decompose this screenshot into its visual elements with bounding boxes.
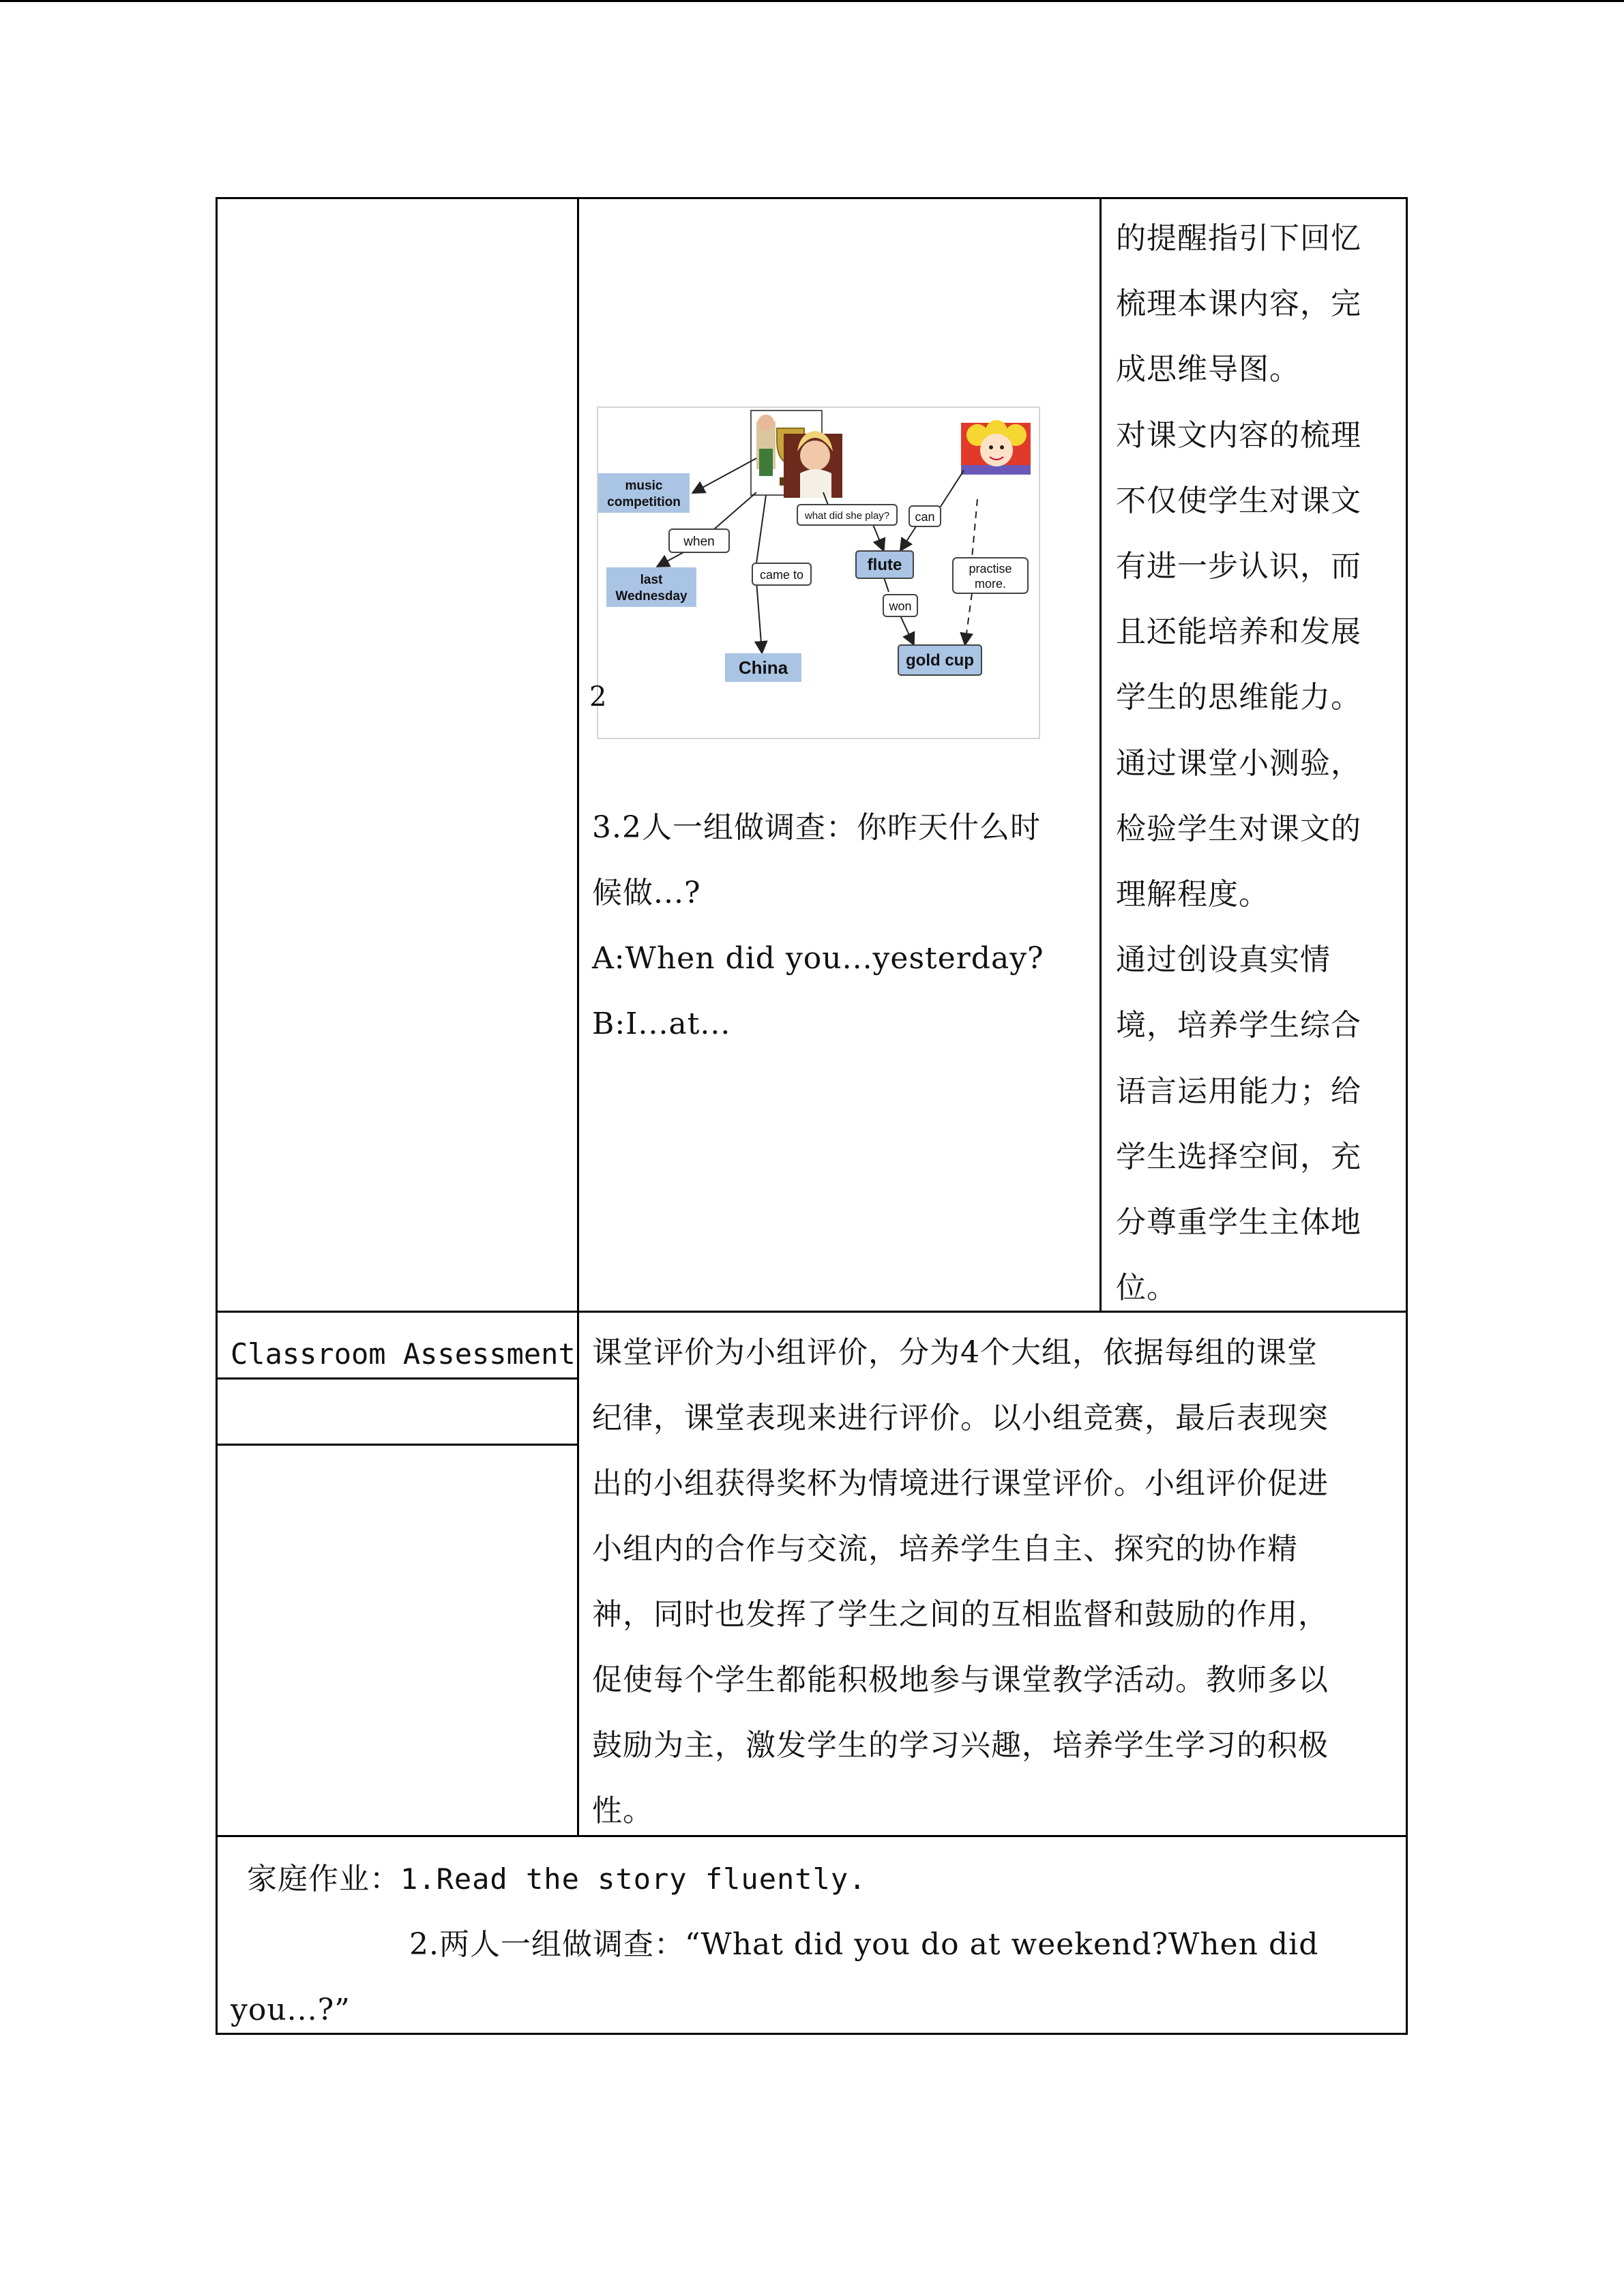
node-gold-cup [898, 645, 981, 675]
classroom-assessment-label: Classroom Assessment [231, 1337, 576, 1371]
dialogue-line-b: B:I...at... [592, 1007, 731, 1041]
assessment-line: 促使每个学生都能积极地参与课堂教学活动。教师多以 [592, 1663, 1329, 1697]
design-intent-line: 不仅使学生对课文 [1116, 483, 1361, 518]
design-intent-line: 且还能培养和发展 [1116, 614, 1361, 650]
edge-label-what-did-she-play-text: what did she play? [804, 510, 890, 522]
design-intent-line: 语言运用能力；给 [1116, 1073, 1361, 1109]
edge-label-won [883, 595, 917, 616]
edge-label-came-to-text: came to [759, 568, 804, 582]
assessment-line: 出的小组获得奖杯为情境进行课堂评价。小组评价促进 [592, 1466, 1329, 1501]
edge-label-practise-more [953, 558, 1028, 593]
design-intent-line: 梳理本课内容，完 [1116, 286, 1361, 322]
node-flute-label: flute [867, 556, 902, 574]
edge-label-can [909, 506, 941, 526]
assessment-line: 鼓励为主，激发学生的学习兴趣，培养学生学习的积极 [592, 1728, 1329, 1763]
edge-label-came-to [752, 563, 811, 585]
girl-cartoon-picture [961, 420, 1031, 475]
svg-text:last: last [640, 573, 663, 587]
assessment-line: 性。 [592, 1793, 653, 1828]
node-flute [856, 551, 913, 578]
design-intent-line: 有进一步认识，而 [1116, 549, 1361, 584]
homework-line-1 [247, 1847, 866, 1912]
table-top-border [216, 197, 1408, 199]
node-last-wednesday [606, 567, 696, 607]
design-intent-line: 通过创设真实情 [1116, 942, 1331, 978]
design-intent-line: 成思维导图。 [1116, 352, 1300, 387]
table-right-border [1406, 197, 1408, 2035]
design-intent-line: 检验学生对课文的 [1116, 811, 1361, 846]
survey-instruction-line-2: 候做...? [592, 876, 701, 910]
design-intent-line: 境，培养学生综合 [1116, 1008, 1361, 1043]
svg-text:music: music [625, 479, 663, 493]
edge-label-when-text: when [683, 535, 715, 549]
design-intent-line: 通过课堂小测验， [1116, 745, 1361, 781]
edge-label-when [669, 529, 729, 552]
column-divider-2 [1099, 197, 1102, 1313]
svg-text:competition: competition [607, 495, 681, 509]
svg-text:more.: more. [974, 577, 1007, 591]
node-china-label: China [738, 657, 788, 678]
node-music-competition [598, 473, 690, 513]
top-border [0, 0, 1624, 2]
table-left-border [216, 197, 218, 2035]
edge-label-can-text: can [915, 510, 935, 524]
mind-map-stray-digit: 2 [589, 681, 608, 713]
svg-text:practise: practise [969, 562, 1012, 576]
assessment-sub-divider-2 [216, 1444, 578, 1446]
classroom-assessment-text [592, 1320, 1404, 1844]
design-intent-line: 的提醒指引下回忆 [1116, 221, 1361, 256]
design-intent-column [1116, 206, 1402, 1321]
design-intent-line: 分尊重学生主体地 [1116, 1205, 1361, 1240]
assessment-line: 小组内的合作与交流，培养学生自主、探究的协作精 [592, 1532, 1298, 1566]
column-divider-1 [577, 197, 579, 1837]
edge-label-won-text: won [889, 599, 912, 613]
design-intent-line: 学生的思维能力。 [1116, 680, 1361, 715]
design-intent-line: 理解程度。 [1116, 877, 1269, 912]
table-bottom-border [216, 2033, 1408, 2035]
assessment-line: 课堂评价为小组评价，分为4个大组，依据每组的课堂 [592, 1335, 1318, 1370]
homework-item-1: 1.Read the story fluently. [400, 1862, 867, 1896]
design-intent-line: 位。 [1116, 1270, 1177, 1306]
node-china [725, 653, 801, 682]
design-intent-line: 对课文内容的梳理 [1116, 417, 1361, 453]
assessment-line: 神，同时也发挥了学生之间的互相监督和鼓励的作用， [592, 1597, 1329, 1632]
homework-label: 家庭作业： [247, 1862, 400, 1896]
mind-map-figure [597, 406, 1040, 739]
assessment-line: 纪律，课堂表现来进行评价。以小组竞赛，最后表现突 [592, 1401, 1329, 1435]
homework-line-2: 2.两人一组做调查：“What did you do at weekend?When did [409, 1927, 1319, 1962]
node-gold-cup-label: gold cup [906, 651, 974, 670]
svg-text:Wednesday: Wednesday [615, 589, 688, 603]
dialogue-line-a: A:When did you...yesterday? [592, 941, 1044, 976]
design-intent-line: 学生选择空间，充 [1116, 1139, 1361, 1174]
survey-instruction-line-1: 3.2人一组做调查：你昨天什么时 [592, 810, 1041, 845]
homework-line-3: you...?” [231, 1993, 351, 2027]
edge-label-what-did-she-play [797, 505, 897, 525]
flute-player-picture [784, 431, 842, 498]
